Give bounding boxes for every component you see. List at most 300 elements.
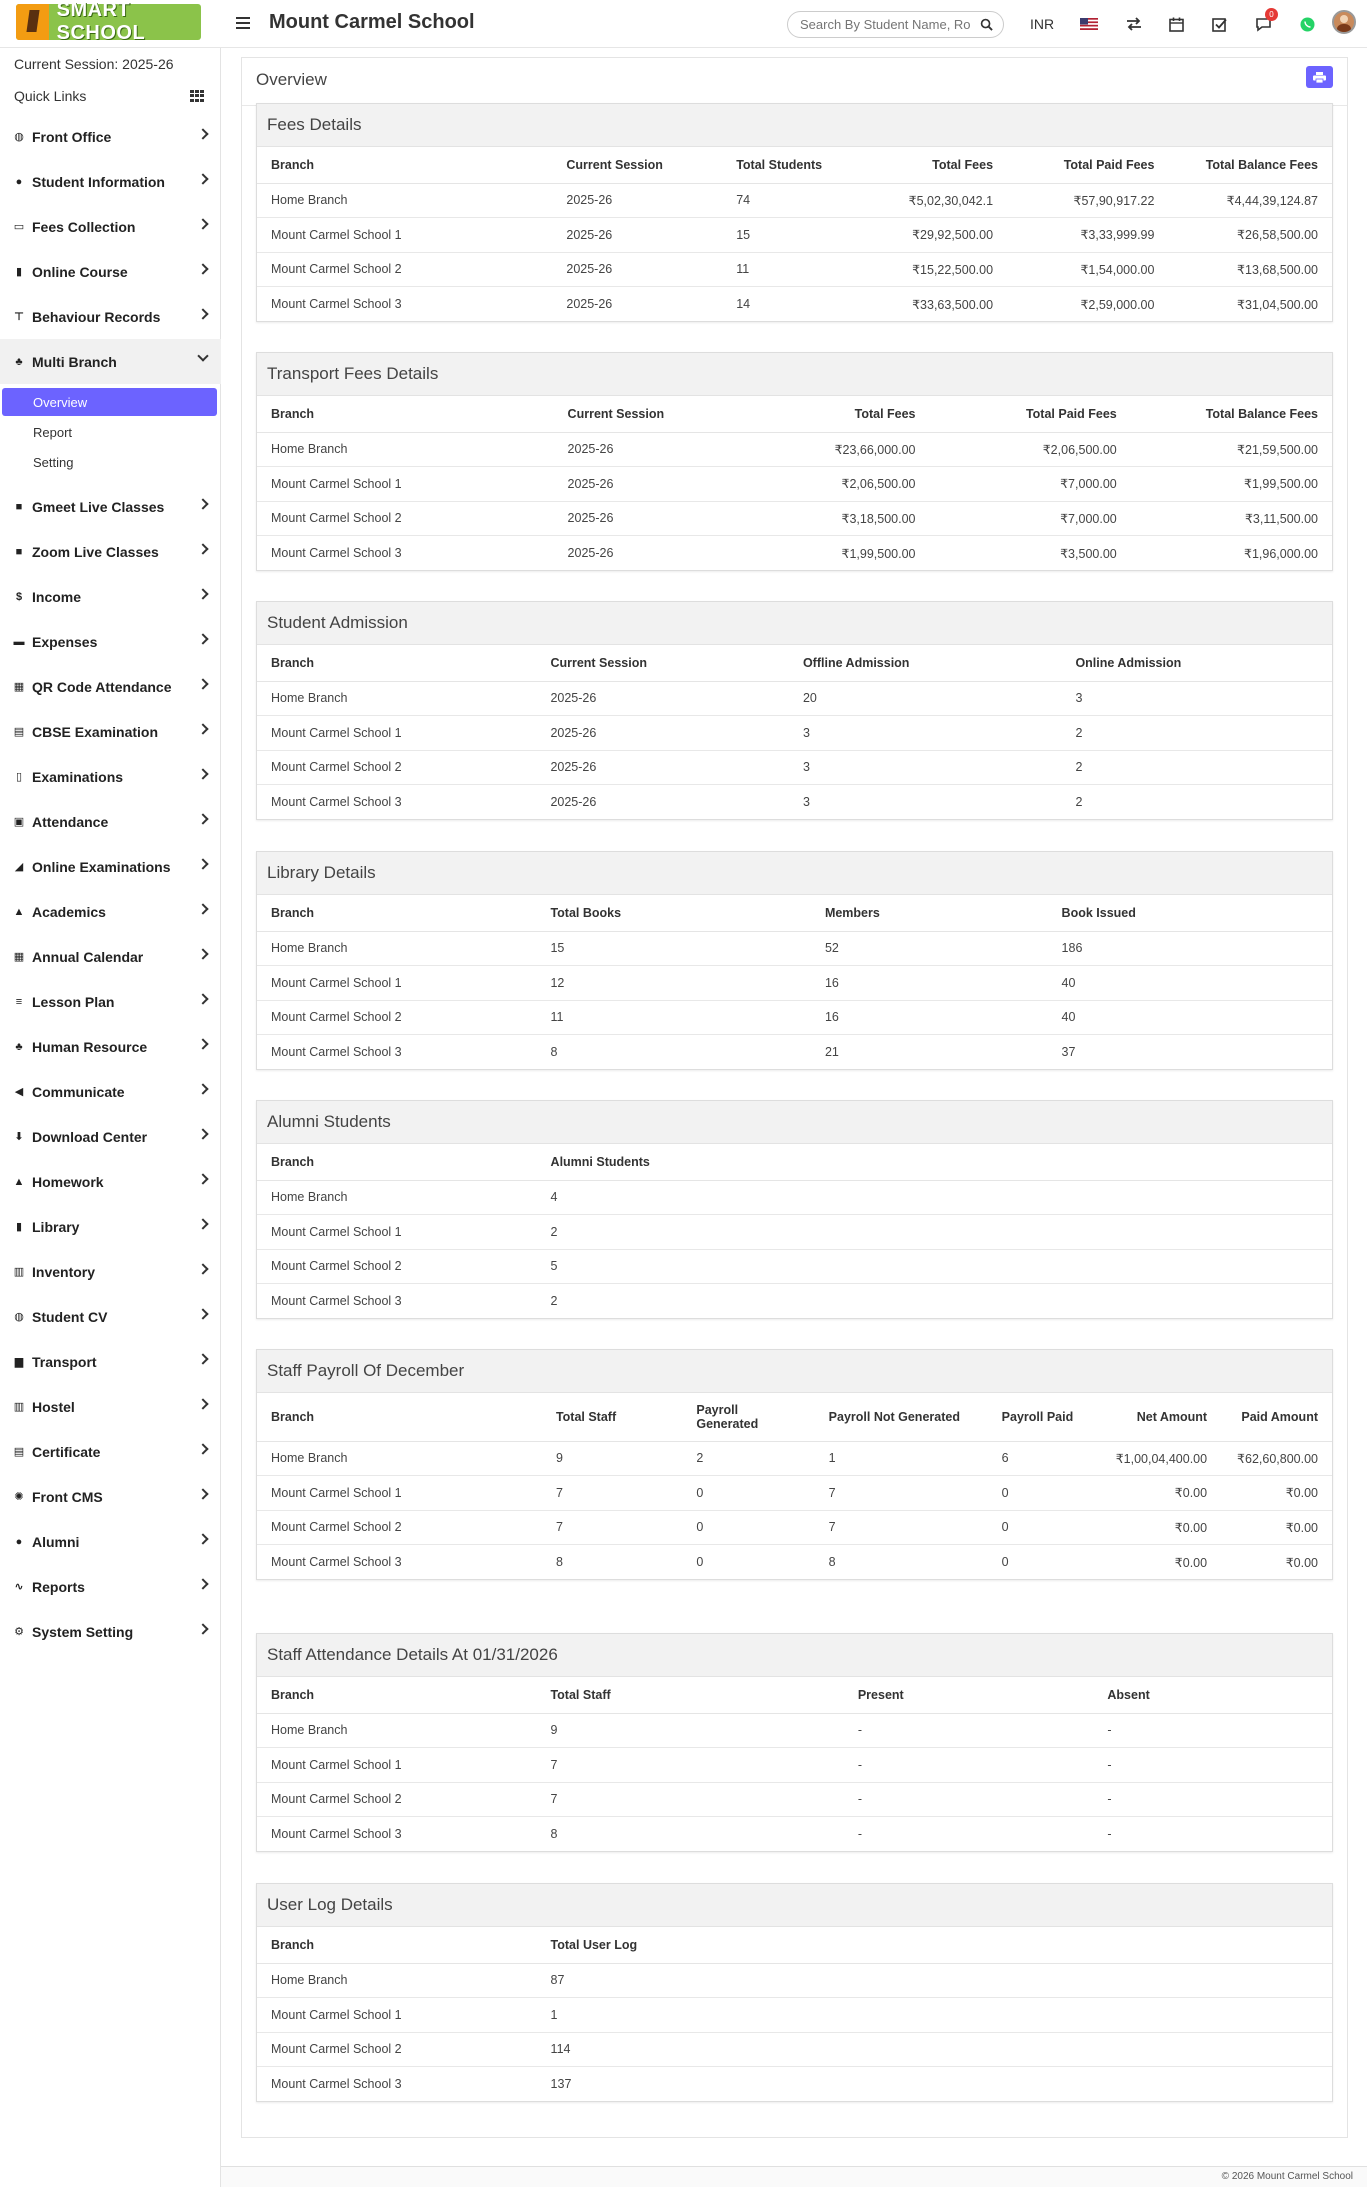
- table-header-row: [257, 147, 1332, 183]
- building-icon: ▥: [13, 1401, 25, 1413]
- sidebar-item-student-information[interactable]: [0, 159, 221, 204]
- quick-links[interactable]: [14, 88, 204, 104]
- chevron-right-icon: [197, 993, 208, 1004]
- calendar-icon: ▦: [13, 951, 25, 963]
- table-row: [257, 1748, 1332, 1783]
- column-header[interactable]: Payroll Generated: [682, 1393, 814, 1441]
- whatsapp-icon[interactable]: [1299, 14, 1315, 34]
- sidebar-item-income[interactable]: [0, 574, 221, 619]
- sidebar-item-label: Gmeet Live Classes: [32, 498, 165, 515]
- sidebar-item-alumni[interactable]: [0, 1519, 221, 1564]
- sidebar-item-annual-calendar[interactable]: [0, 934, 221, 979]
- table-cell: 2: [1075, 795, 1083, 809]
- panel-title: Library Details: [257, 852, 1332, 895]
- sidebar-item-cbse-examination[interactable]: [0, 709, 221, 754]
- list-icon: ≡: [15, 995, 23, 1008]
- user-log-details-table: [257, 1927, 1332, 2101]
- sidebar-item-label: Alumni: [32, 1533, 80, 1550]
- table-cell: Mount Carmel School 2: [257, 1249, 537, 1284]
- table-cell: 2025-26: [536, 750, 789, 785]
- table-cell: 8: [555, 1555, 563, 1569]
- bullhorn-icon: ◀: [14, 1086, 24, 1098]
- multi-branch-submenu: [0, 384, 221, 484]
- sidebar-item-label: Human Resource: [32, 1038, 148, 1055]
- chevron-right-icon: [197, 1263, 208, 1274]
- table-row: [257, 287, 1332, 322]
- table-cell: ₹26,58,500.00: [1168, 218, 1332, 253]
- column-header[interactable]: Payroll Not Generated: [815, 1393, 988, 1441]
- table-cell: 2: [1061, 716, 1332, 751]
- column-header[interactable]: Book Issued: [1048, 895, 1332, 931]
- sidebar-item-system-setting[interactable]: [0, 1609, 221, 1654]
- column-header[interactable]: Total Balance Fees: [1168, 147, 1332, 183]
- sidebar-subitem-report[interactable]: Report: [33, 424, 73, 440]
- logo-mark-icon: [16, 4, 49, 40]
- table-cell: ₹1,00,04,400.00: [1100, 1441, 1221, 1476]
- table-cell: 7: [536, 1748, 843, 1783]
- sidebar-item-label: Hostel: [32, 1398, 75, 1415]
- table-row: [257, 252, 1332, 287]
- table-row: [257, 1000, 1332, 1035]
- current-session: Current Session: 2025-26: [14, 56, 174, 72]
- table-header-row: [257, 645, 1332, 681]
- sidebar-item-behaviour-records[interactable]: [0, 294, 221, 339]
- table-row: [257, 432, 1332, 467]
- sidebar-item-online-examinations[interactable]: [0, 844, 221, 889]
- sidebar-item-label: CBSE Examination: [32, 723, 159, 740]
- table-row: [257, 1215, 1332, 1250]
- column-header[interactable]: Net Amount: [1100, 1393, 1221, 1441]
- chat-icon[interactable]: [1254, 10, 1274, 34]
- column-header[interactable]: Total Paid Fees: [930, 396, 1131, 432]
- sidebar-item-front-office[interactable]: [0, 114, 221, 159]
- table-cell: 2025-26: [550, 795, 597, 809]
- column-header[interactable]: Branch: [257, 1927, 537, 1963]
- sidebar-item-student-cv[interactable]: [0, 1294, 221, 1339]
- table-cell: 15: [722, 218, 849, 253]
- table-cell: 2: [550, 1294, 558, 1308]
- table-cell: Home Branch: [257, 681, 536, 716]
- panel-title: Fees Details: [257, 104, 1332, 147]
- table-cell: 7: [542, 1476, 682, 1511]
- sidebar-item-label: Library: [32, 1218, 80, 1235]
- table-cell: 2025-26: [554, 467, 734, 502]
- table-cell: Mount Carmel School 3: [271, 1294, 402, 1308]
- quick-links-label: Quick Links: [14, 88, 87, 104]
- table-cell: 3: [789, 750, 1062, 785]
- table-cell: Mount Carmel School 3: [271, 546, 402, 560]
- table-cell: 0: [988, 1510, 1100, 1545]
- table-cell: -: [1093, 1748, 1332, 1783]
- column-header[interactable]: Online Admission: [1061, 645, 1332, 681]
- table-cell: Mount Carmel School 1: [257, 716, 536, 751]
- table-cell: 40: [1048, 966, 1332, 1001]
- table-cell: Mount Carmel School 3: [271, 1827, 402, 1841]
- chevron-right-icon: [197, 1398, 208, 1409]
- column-header[interactable]: Branch: [257, 895, 536, 931]
- language-flag-icon[interactable]: [1080, 14, 1098, 34]
- sidebar: [0, 48, 221, 2187]
- table-cell: 0: [682, 1510, 814, 1545]
- panel-title: Staff Attendance Details At 01/31/2026: [257, 1634, 1332, 1677]
- graduation-cap-icon: ▲: [13, 905, 25, 918]
- user-avatar[interactable]: [1332, 10, 1356, 34]
- chevron-right-icon: [197, 1038, 208, 1049]
- table-cell: -: [1107, 1827, 1112, 1841]
- staff-attendance-details-at-01-31-2026-table: [257, 1677, 1332, 1851]
- table-cell: 11: [722, 252, 849, 287]
- sidebar-subitem-overview[interactable]: Overview: [2, 388, 217, 416]
- table-cell: 5: [537, 1249, 1332, 1284]
- dollar-icon: $: [15, 590, 23, 603]
- newspaper-icon: ▤: [13, 726, 25, 738]
- sidebar-item-human-resource[interactable]: [0, 1024, 221, 1069]
- sidebar-item-label: Fees Collection: [32, 218, 136, 235]
- table-cell: ₹3,500.00: [1060, 546, 1117, 561]
- chevron-right-icon: [197, 543, 208, 554]
- table-cell: 16: [811, 966, 1048, 1001]
- chevron-right-icon: [197, 813, 208, 824]
- student-admission-panel: [256, 601, 1333, 820]
- table-cell: 14: [736, 297, 751, 311]
- sidebar-item-lesson-plan[interactable]: [0, 979, 221, 1024]
- globe-icon: ◍: [14, 1311, 24, 1323]
- table-cell: 0: [1001, 1555, 1009, 1569]
- chevron-right-icon: [197, 678, 208, 689]
- table-cell: ₹3,33,999.99: [1007, 218, 1168, 253]
- download-icon: ⬇: [14, 1131, 24, 1143]
- money-icon: ▭: [13, 221, 25, 233]
- table-cell: ₹5,02,30,042.1: [849, 183, 1007, 218]
- sidebar-item-front-cms[interactable]: [0, 1474, 221, 1519]
- column-header[interactable]: Present: [844, 1677, 1094, 1713]
- sidebar-item-online-course[interactable]: [0, 249, 221, 294]
- table-row: [257, 1441, 1332, 1476]
- sidebar-item-label: Student CV: [32, 1308, 108, 1325]
- chevron-right-icon: [197, 1083, 208, 1094]
- table-cell: Mount Carmel School 1: [257, 1476, 542, 1511]
- sidebar-item-inventory[interactable]: [0, 1249, 221, 1294]
- column-header[interactable]: Absent: [1093, 1677, 1332, 1713]
- table-cell: 2025-26: [536, 681, 789, 716]
- table-cell: ₹57,90,917.22: [1007, 183, 1168, 218]
- panel-title: Transport Fees Details: [257, 353, 1332, 396]
- sidebar-item-hostel[interactable]: [0, 1384, 221, 1429]
- notification-badge: 0: [1265, 8, 1278, 21]
- column-header[interactable]: Offline Admission: [789, 645, 1062, 681]
- table-cell: Mount Carmel School 2: [257, 501, 554, 536]
- sidebar-item-label: Front Office: [32, 128, 112, 145]
- sidebar-item-transport[interactable]: [0, 1339, 221, 1384]
- table-header-row: [257, 1677, 1332, 1713]
- table-cell: ₹13,68,500.00: [1168, 252, 1332, 287]
- table-cell: ₹0.00: [1174, 1555, 1208, 1570]
- alumni-students-table: [257, 1144, 1332, 1318]
- table-cell: 74: [722, 183, 849, 218]
- chevron-right-icon: [197, 588, 208, 599]
- table-cell: 40: [1048, 1000, 1332, 1035]
- chevron-right-icon: [197, 1218, 208, 1229]
- table-header-row: [257, 1393, 1332, 1441]
- column-header[interactable]: Total Books: [536, 895, 810, 931]
- search-input[interactable]: [800, 17, 970, 32]
- table-cell: ₹29,92,500.00: [849, 218, 1007, 253]
- video-icon: ■: [15, 500, 23, 513]
- sidebar-item-zoom-live-classes[interactable]: [0, 529, 221, 574]
- table-cell: 0: [696, 1555, 704, 1569]
- table-cell: 2: [1061, 750, 1332, 785]
- sidebar-item-download-center[interactable]: [0, 1114, 221, 1159]
- panel-title: Staff Payroll Of December: [257, 1350, 1332, 1393]
- table-row: [257, 1180, 1332, 1215]
- table-row: [257, 931, 1332, 966]
- table-cell: 7: [542, 1510, 682, 1545]
- sidebar-item-label: Student Information: [32, 173, 165, 190]
- sidebar-item-label: Certificate: [32, 1443, 101, 1460]
- user-icon: ●: [15, 175, 23, 188]
- table-cell: Home Branch: [257, 432, 554, 467]
- column-header[interactable]: Alumni Students: [537, 1144, 1332, 1180]
- table-row: [257, 536, 1332, 571]
- column-header[interactable]: Branch: [257, 1677, 536, 1713]
- table-cell: Mount Carmel School 1: [257, 1998, 537, 2033]
- column-header[interactable]: Total Balance Fees: [1131, 396, 1332, 432]
- column-header[interactable]: Total Staff: [542, 1393, 682, 1441]
- table-cell: -: [1093, 1782, 1332, 1817]
- table-row: [257, 1035, 1332, 1070]
- table-row: [257, 183, 1332, 218]
- table-cell: ₹7,000.00: [930, 501, 1131, 536]
- sidebar-item-gmeet-live-classes[interactable]: [0, 484, 221, 529]
- table-cell: 2025-26: [536, 716, 789, 751]
- task-check-icon[interactable]: [1211, 14, 1227, 34]
- table-row: [257, 1510, 1332, 1545]
- chevron-right-icon: [197, 633, 208, 644]
- staff-attendance-details-at-01-31-2026-panel: [256, 1633, 1333, 1852]
- table-cell: Home Branch: [257, 1441, 542, 1476]
- table-cell: Mount Carmel School 2: [257, 1510, 542, 1545]
- table-cell: 2025-26: [567, 546, 614, 560]
- sidebar-item-fees-collection[interactable]: [0, 204, 221, 249]
- table-cell: ₹21,59,500.00: [1131, 432, 1332, 467]
- chevron-right-icon: [197, 498, 208, 509]
- table-cell: Home Branch: [257, 1963, 537, 1998]
- student-search: [787, 11, 1004, 38]
- sidebar-item-examinations[interactable]: [0, 754, 221, 799]
- table-cell: 20: [789, 681, 1062, 716]
- gears-icon: ⚙: [14, 1626, 24, 1638]
- table-cell: 9: [542, 1441, 682, 1476]
- table-header-row: [257, 396, 1332, 432]
- table-row: [257, 1817, 1332, 1852]
- sidebar-item-expenses[interactable]: [0, 619, 221, 664]
- sidebar-item-reports[interactable]: [0, 1564, 221, 1609]
- table-row: [257, 1284, 1332, 1319]
- sidebar-item-label: Online Examinations: [32, 858, 171, 875]
- chevron-right-icon: [197, 1533, 208, 1544]
- column-header[interactable]: Branch: [257, 645, 536, 681]
- table-cell: ₹1,96,000.00: [1244, 546, 1318, 561]
- chevron-right-icon: [197, 723, 208, 734]
- table-cell: 2025-26: [552, 218, 722, 253]
- column-header[interactable]: Branch: [257, 396, 554, 432]
- table-cell: Mount Carmel School 2: [257, 750, 536, 785]
- column-header[interactable]: Branch: [257, 1144, 537, 1180]
- table-cell: 0: [988, 1476, 1100, 1511]
- sidebar-item-label: Behaviour Records: [32, 308, 161, 325]
- sidebar-item-label: Academics: [32, 903, 106, 920]
- table-cell: Mount Carmel School 1: [257, 1215, 537, 1250]
- table-cell: Mount Carmel School 1: [257, 966, 536, 1001]
- sidebar-item-academics[interactable]: [0, 889, 221, 934]
- column-header[interactable]: Total Fees: [849, 147, 1007, 183]
- column-header[interactable]: Members: [811, 895, 1048, 931]
- sidebar-item-label: System Setting: [32, 1623, 134, 1640]
- rss-icon: ◢: [14, 861, 24, 873]
- column-header[interactable]: Current Session: [536, 645, 789, 681]
- table-cell: 7: [536, 1782, 843, 1817]
- column-header[interactable]: Branch: [257, 147, 552, 183]
- fees-details-panel: [256, 103, 1333, 322]
- column-header[interactable]: Branch: [257, 1393, 542, 1441]
- table-row: [257, 750, 1332, 785]
- sidebar-item-label: Annual Calendar: [32, 948, 144, 965]
- table-cell: ₹2,59,000.00: [1080, 297, 1155, 312]
- sidebar-item-certificate[interactable]: [0, 1429, 221, 1474]
- column-header[interactable]: Total Staff: [536, 1677, 843, 1713]
- table-cell: ₹0.00: [1221, 1510, 1332, 1545]
- chevron-right-icon: [197, 308, 208, 319]
- sidebar-item-qr-code-attendance[interactable]: [0, 664, 221, 709]
- table-cell: ₹33,63,500.00: [912, 297, 994, 312]
- column-header[interactable]: Total User Log: [537, 1927, 1332, 1963]
- sidebar-item-homework[interactable]: [0, 1159, 221, 1204]
- sidebar-item-label: Zoom Live Classes: [32, 543, 159, 560]
- column-header[interactable]: Current Session: [552, 147, 722, 183]
- sidebar-item-label: Attendance: [32, 813, 109, 830]
- print-button[interactable]: [1306, 66, 1333, 88]
- table-row: [257, 1782, 1332, 1817]
- currency-selector[interactable]: INR: [1030, 16, 1055, 32]
- table-cell: Home Branch: [257, 931, 536, 966]
- table-cell: Mount Carmel School 3: [271, 297, 402, 311]
- calendar-icon[interactable]: [1168, 14, 1184, 34]
- student-admission-table: [257, 645, 1332, 819]
- table-cell: 9: [536, 1713, 843, 1748]
- table-cell: 3: [1061, 681, 1332, 716]
- sidebar-item-label: Transport: [32, 1353, 97, 1370]
- sidebar-item-attendance[interactable]: [0, 799, 221, 844]
- chevron-right-icon: [197, 1488, 208, 1499]
- newspaper-icon: ▤: [13, 1446, 25, 1458]
- table-cell: ₹15,22,500.00: [849, 252, 1007, 287]
- table-header-row: [257, 1927, 1332, 1963]
- table-row: [257, 785, 1332, 820]
- table-row: [257, 2032, 1332, 2067]
- column-header[interactable]: Total Paid Fees: [1007, 147, 1168, 183]
- chevron-right-icon: [197, 1353, 208, 1364]
- top-header: [0, 0, 1367, 48]
- sidebar-item-communicate[interactable]: [0, 1069, 221, 1114]
- column-header[interactable]: Total Students: [722, 147, 849, 183]
- chevron-right-icon: [197, 858, 208, 869]
- table-row: [257, 1476, 1332, 1511]
- table-cell: Mount Carmel School 1: [257, 467, 554, 502]
- search-icon[interactable]: [980, 18, 993, 31]
- empire-icon: ✺: [14, 1491, 24, 1503]
- table-cell: 3: [789, 716, 1062, 751]
- table-cell: ₹2,06,500.00: [734, 467, 930, 502]
- grid-icon[interactable]: [190, 90, 204, 102]
- table-row: [257, 501, 1332, 536]
- table-cell: 6: [988, 1441, 1100, 1476]
- column-header[interactable]: Paid Amount: [1221, 1393, 1332, 1441]
- table-cell: 2025-26: [552, 252, 722, 287]
- table-cell: ₹3,11,500.00: [1131, 501, 1332, 536]
- column-header[interactable]: Current Session: [554, 396, 734, 432]
- table-cell: 21: [824, 1045, 839, 1059]
- table-cell: Mount Carmel School 3: [271, 795, 402, 809]
- switch-branch-icon[interactable]: [1126, 14, 1142, 34]
- logo-text: SMART SCHOOL: [56, 0, 146, 44]
- panel-title: Student Admission: [257, 602, 1332, 645]
- sign-icon: ⊤: [13, 311, 25, 323]
- table-cell: 2: [682, 1441, 814, 1476]
- graduation-icon: ●: [15, 1535, 23, 1548]
- sidebar-item-label: Online Course: [32, 263, 128, 280]
- table-cell: ₹7,000.00: [930, 467, 1131, 502]
- table-cell: 12: [536, 966, 810, 1001]
- column-header[interactable]: Payroll Paid: [988, 1393, 1100, 1441]
- table-cell: ₹3,18,500.00: [734, 501, 930, 536]
- table-cell: ₹31,04,500.00: [1237, 297, 1318, 312]
- table-cell: ₹0.00: [1100, 1510, 1221, 1545]
- table-cell: -: [844, 1713, 1094, 1748]
- chevron-right-icon: [197, 263, 208, 274]
- table-row: [257, 1998, 1332, 2033]
- table-cell: -: [844, 1782, 1094, 1817]
- table-cell: -: [1093, 1713, 1332, 1748]
- table-cell: ₹2,06,500.00: [930, 432, 1131, 467]
- bus-icon: ▆: [14, 1356, 24, 1368]
- table-cell: 7: [815, 1476, 988, 1511]
- sidebar-item-label: Reports: [32, 1578, 85, 1595]
- sidebar-item-label: Lesson Plan: [32, 993, 115, 1010]
- table-row: [257, 966, 1332, 1001]
- column-header[interactable]: Total Fees: [734, 396, 930, 432]
- app-logo[interactable]: [16, 0, 201, 44]
- chevron-right-icon: [197, 1308, 208, 1319]
- table-cell: Home Branch: [257, 1180, 537, 1215]
- transport-fees-details-panel: [256, 352, 1333, 571]
- chevron-right-icon: [197, 903, 208, 914]
- sidebar-subitem-setting[interactable]: Setting: [33, 454, 74, 470]
- book-icon: ▮: [15, 1221, 23, 1233]
- table-cell: 2025-26: [554, 501, 734, 536]
- sidebar-item-library[interactable]: [0, 1204, 221, 1249]
- table-cell: ₹0.00: [1221, 1476, 1332, 1511]
- table-cell: Mount Carmel School 3: [271, 2077, 402, 2091]
- menu-toggle-icon[interactable]: [236, 14, 250, 32]
- building-icon: ▥: [13, 1266, 25, 1278]
- table-cell: ₹4,44,39,124.87: [1168, 183, 1332, 218]
- video-icon: ■: [15, 545, 23, 558]
- table-row: [257, 681, 1332, 716]
- globe-icon: ◍: [14, 131, 24, 143]
- sitemap-icon: ♣: [15, 1040, 23, 1053]
- sidebar-item-multi-branch[interactable]: [0, 339, 221, 384]
- table-cell: ₹62,60,800.00: [1221, 1441, 1332, 1476]
